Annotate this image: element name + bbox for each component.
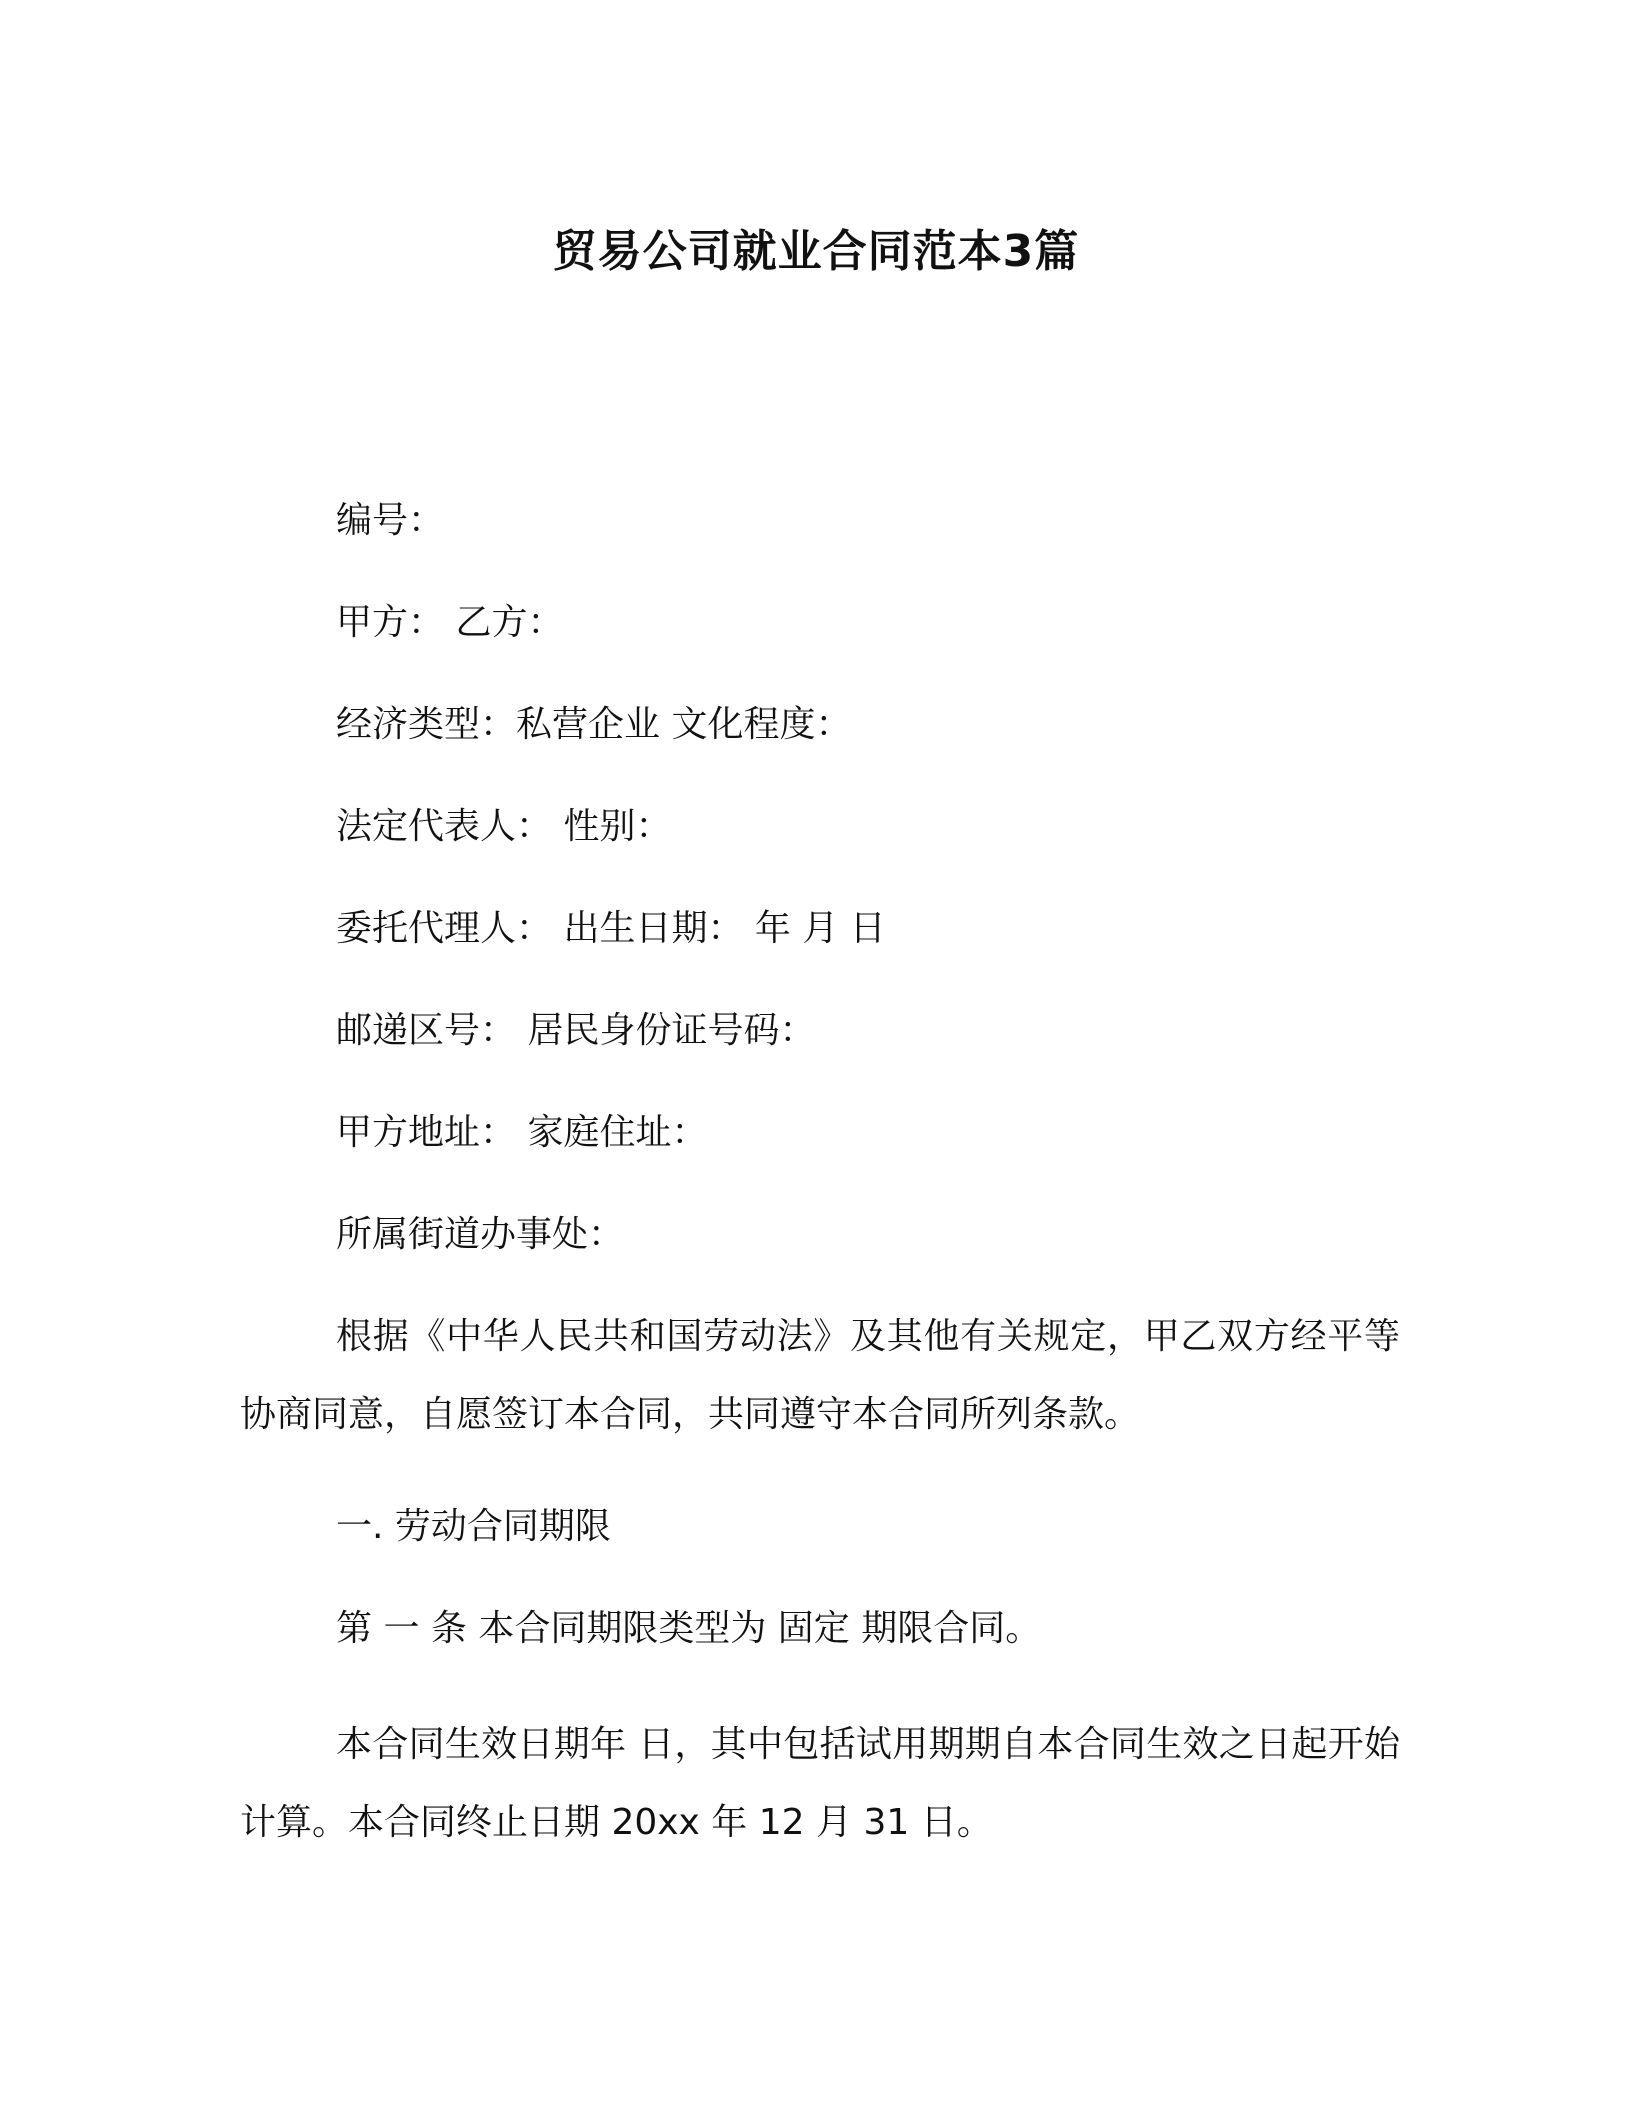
article-1: 第 一 条 本合同期限类型为 固定 期限合同。 xyxy=(336,1608,1042,1649)
preamble-paragraph: 根据《中华人民共和国劳动法》及其他有关规定，甲乙双方经平等协商同意，自愿签订本合同，共同遵守本合同所列条款。 xyxy=(240,1316,1400,1435)
field-agent-birthdate: 委托代理人： 出生日期： 年 月 日 xyxy=(336,908,886,949)
section-heading: 一. 劳动合同期限 xyxy=(336,1506,611,1547)
field-legal-rep-gender: 法定代表人： 性别： xyxy=(336,806,672,847)
field-economic-type-education: 经济类型：私营企业 文化程度： xyxy=(336,704,852,745)
document-title: 贸易公司就业合同范本3篇 xyxy=(552,226,1080,277)
field-street-office: 所属街道办事处： xyxy=(336,1214,625,1255)
field-serial-number: 编号： xyxy=(336,500,445,541)
field-postal-id: 邮递区号： 居民身份证号码： xyxy=(336,1010,816,1051)
term-paragraph: 本合同生效日期年 日，其中包括试用期期自本合同生效之日起开始计算。本合同终止日期 20xx 年 12 月 31 日。 xyxy=(240,1724,1400,1843)
field-address: 甲方地址： 家庭住址： xyxy=(336,1112,708,1153)
field-party-a-party-b: 甲方： 乙方： xyxy=(336,602,564,643)
